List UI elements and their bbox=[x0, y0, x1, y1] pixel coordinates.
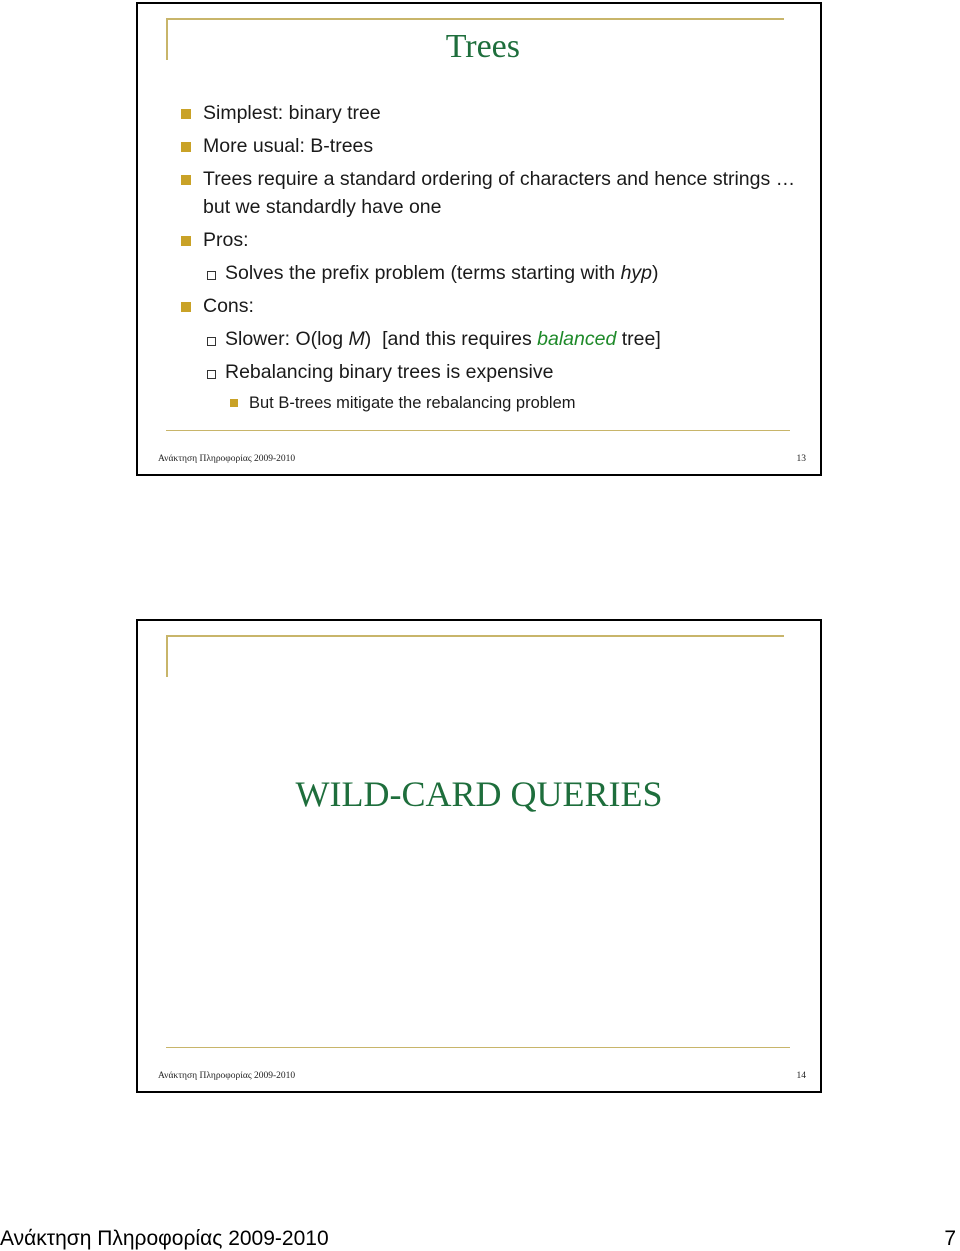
square-bullet-icon bbox=[181, 302, 191, 312]
square-bullet-icon bbox=[230, 399, 238, 407]
page-footer: Ανάκτηση Πληροφορίας 2009-2010 bbox=[0, 1227, 329, 1250]
bullet-item-pros: Pros: bbox=[178, 227, 798, 255]
bullet-list bbox=[178, 100, 798, 414]
footer-line bbox=[166, 430, 790, 431]
page-number: 7 bbox=[944, 1227, 956, 1250]
slide-number: 14 bbox=[796, 1071, 806, 1081]
sub-sub-bullet-item: But B-trees mitigate the rebalancing problem bbox=[178, 392, 798, 414]
section-title: WILD-CARD QUERIES bbox=[295, 774, 663, 814]
footer-line bbox=[166, 1047, 790, 1048]
checkbox-bullet-icon bbox=[207, 337, 216, 346]
sub-bullet-item: Rebalancing binary trees is expensive bbox=[178, 359, 798, 387]
decorative-left-line bbox=[166, 18, 168, 60]
sub-bullet-item: Slower: O(log M) [and this requires balanced tree] bbox=[178, 326, 798, 354]
checkbox-bullet-icon bbox=[207, 271, 216, 280]
decorative-top-line bbox=[166, 635, 784, 637]
bullet-item-cons: Cons: bbox=[178, 293, 798, 321]
slide-footer-text: Ανάκτηση Πληροφορίας 2009-2010 bbox=[158, 454, 296, 464]
bullet-item: Simplest: binary tree bbox=[178, 100, 798, 128]
decorative-top-line bbox=[166, 18, 784, 20]
square-bullet-icon bbox=[181, 109, 191, 119]
slide-number: 13 bbox=[796, 454, 806, 464]
bullet-item: Trees require a standard ordering of characters and hence strings … but we standardly have one bbox=[178, 166, 798, 221]
slide-trees bbox=[136, 2, 822, 476]
checkbox-bullet-icon bbox=[207, 370, 216, 379]
bullet-item: More usual: B-trees bbox=[178, 133, 798, 161]
slide-footer-text: Ανάκτηση Πληροφορίας 2009-2010 bbox=[158, 1071, 296, 1081]
decorative-left-line bbox=[166, 635, 168, 677]
slide-wild-card-queries bbox=[136, 619, 822, 1093]
square-bullet-icon bbox=[181, 175, 191, 185]
slide-title: Trees bbox=[445, 28, 520, 65]
square-bullet-icon bbox=[181, 142, 191, 152]
sub-bullet-item: Solves the prefix problem (terms starting with hyp) bbox=[178, 260, 798, 288]
square-bullet-icon bbox=[181, 236, 191, 246]
